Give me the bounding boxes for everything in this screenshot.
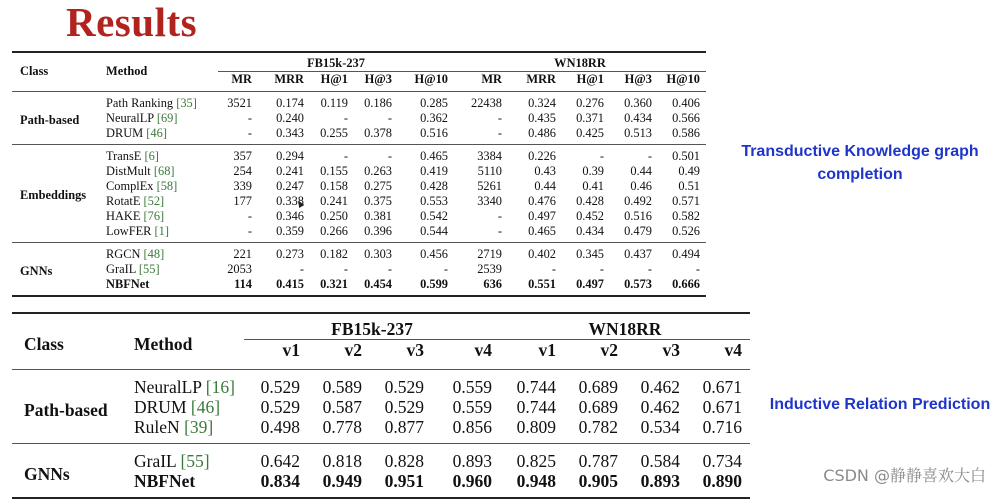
method-cell [100,209,218,224]
metric-header: v4 [724,340,742,360]
value-cell: 0.589 [308,370,370,398]
method-name: NBFNet [134,471,196,491]
value-cell: 0.689 [564,370,626,398]
metric-header: H@1 [320,72,348,86]
value-cell: 0.734 [688,444,750,472]
value-cell: 0.551 [508,277,562,296]
table-row [12,262,706,277]
citation-ref: [52] [143,194,165,208]
method-name: NeuralLP [134,377,202,397]
value-cell: 0.324 [508,92,562,112]
table-row [12,194,706,209]
value-cell: 0.396 [364,224,392,238]
value-cell: - [310,145,354,165]
method-cell [100,262,218,277]
method-name: GraIL [134,451,177,471]
method-cell [100,277,218,296]
value-cell: - [247,111,252,125]
value-cell: 0.360 [610,92,658,112]
metric-header: v1 [538,340,556,360]
value-cell: 0.529 [260,397,300,417]
metric-header: H@10 [666,72,700,86]
value-cell: 0.949 [308,471,370,498]
value-cell: - [343,262,348,276]
value-cell: 0.689 [578,397,618,417]
group-header-wn18rr: WN18RR [454,52,706,72]
method-name: NeuralLP [106,111,154,125]
value-cell: 0.497 [528,209,556,223]
value-cell: 0.250 [320,209,348,223]
citation-ref: [6] [144,149,159,163]
citation-ref: [35] [176,96,197,110]
value-cell: 5110 [477,164,502,178]
table-row [12,224,706,243]
value-cell: 0.428 [576,194,604,208]
citation-ref: [68] [153,164,175,178]
value-cell: 0.818 [308,444,370,472]
value-cell: 0.582 [672,209,700,223]
method-name: TransE [106,149,142,163]
watermark: CSDN @静静喜欢大白 [823,466,986,485]
metric-header: MRR [526,72,556,86]
citation-ref: [69] [156,111,178,125]
table-row [12,370,750,398]
value-cell: - [354,145,398,165]
method-name: ComplEx [106,179,154,193]
value-cell: 0.119 [310,92,354,112]
value-cell: 0.456 [398,243,454,263]
value-cell: 0.778 [322,417,362,437]
value-cell: 0.266 [320,224,348,238]
value-cell: 0.834 [244,471,308,498]
value-cell: 0.378 [364,126,392,140]
value-cell: 0.542 [420,209,448,223]
citation-ref: [48] [143,247,165,261]
table-row [12,243,706,263]
value-cell: - [497,111,502,125]
value-cell: 0.452 [576,209,604,223]
value-cell: 0.586 [672,126,700,140]
metric-header: MR [231,72,252,86]
value-cell: 0.41 [582,179,604,193]
class-cell: GNNs [12,444,128,499]
value-cell: 22438 [454,92,508,112]
metric-header: v1 [282,340,300,360]
value-cell: 114 [218,277,258,296]
group-header-fb15k: FB15k-237 [218,52,454,72]
value-cell: 0.516 [624,209,652,223]
value-cell: - [695,262,700,276]
value-cell: 0.381 [364,209,392,223]
value-cell: 2719 [454,243,508,263]
citation-ref: [58] [156,179,178,193]
value-cell: 0.465 [528,224,556,238]
value-cell: 0.44 [630,164,652,178]
value-cell: 0.44 [534,179,556,193]
value-cell: 0.437 [610,243,658,263]
value-cell: 0.809 [516,417,556,437]
value-cell: 2053 [227,262,252,276]
metric-header: v2 [344,340,362,360]
value-cell: 339 [233,179,252,193]
metric-header: H@3 [364,72,392,86]
method-cell [128,444,244,472]
value-cell: 0.465 [398,145,454,165]
value-cell: 0.666 [658,277,706,296]
metric-header: v3 [406,340,424,360]
method-cell [100,111,218,126]
slide-title: Results [66,0,198,45]
value-cell: 0.186 [354,92,398,112]
citation-ref: [46] [190,397,221,417]
value-cell: 3521 [218,92,258,112]
value-cell: 0.174 [258,92,310,112]
value-cell: 2539 [477,262,502,276]
value-cell: 0.375 [364,194,392,208]
value-cell: 0.479 [624,224,652,238]
value-cell: 0.241 [276,164,304,178]
value-cell: 0.419 [420,164,448,178]
value-cell: - [647,262,652,276]
value-cell: 0.241 [320,194,348,208]
group-header-row [12,52,706,72]
metric-header: H@3 [624,72,652,86]
value-cell: 0.428 [420,179,448,193]
value-cell: - [299,262,304,276]
value-cell: 0.571 [672,194,700,208]
value-cell: 0.462 [626,370,688,398]
value-cell: 0.362 [420,111,448,125]
class-header: Class [12,313,128,370]
value-cell: 0.828 [370,444,432,472]
method-cell [100,126,218,145]
value-cell: - [247,224,252,238]
value-cell: 0.226 [508,145,562,165]
value-cell: 0.534 [640,417,680,437]
table-row [12,126,706,145]
method-header: Method [100,52,218,92]
value-cell: 0.494 [658,243,706,263]
value-cell: - [551,262,556,276]
method-cell [100,145,218,165]
group-header-fb15k: FB15k-237 [244,313,500,340]
citation-ref: [76] [143,209,165,223]
value-cell: 0.559 [432,370,500,398]
value-cell: - [562,145,610,165]
value-cell: 0.492 [624,194,652,208]
citation-ref: [39] [184,417,214,437]
citation-ref: [55] [138,262,160,276]
value-cell: 0.276 [562,92,610,112]
group-header-row [12,313,750,340]
value-cell: 3384 [454,145,508,165]
value-cell: 0.787 [564,444,626,472]
method-name: GraIL [106,262,136,276]
value-cell: 0.462 [640,397,680,417]
method-name: DRUM [106,126,144,140]
method-cell [128,370,244,398]
value-cell: 0.529 [370,370,432,398]
class-cell: Embeddings [12,145,100,243]
metric-header: H@1 [576,72,604,86]
value-cell: 0.893 [432,444,500,472]
value-cell: 0.402 [508,243,562,263]
value-cell: - [387,262,392,276]
value-cell: 0.573 [610,277,658,296]
metric-header: H@10 [414,72,448,86]
value-cell: 0.526 [672,224,700,238]
citation-ref: [16] [205,377,235,397]
citation-ref: [55] [180,451,210,471]
value-cell: 0.359 [276,224,304,238]
method-header: Method [128,313,244,370]
value-cell: 254 [233,164,252,178]
value-cell: 636 [454,277,508,296]
value-cell: 0.513 [624,126,652,140]
inductive-label: Inductive Relation Prediction [769,396,991,413]
value-cell: 0.371 [576,111,604,125]
method-name: RuleN [134,417,180,437]
metric-header: MR [481,72,502,86]
value-cell: 0.155 [320,164,348,178]
method-cell [100,164,218,179]
value-cell: 0.46 [630,179,652,193]
table-row [12,209,706,224]
value-cell: 0.497 [562,277,610,296]
value-cell: 0.343 [276,126,304,140]
value-cell: 0.49 [678,164,700,178]
method-name: DRUM [134,397,187,417]
value-cell: - [387,111,392,125]
method-name: LowFER [106,224,152,238]
value-cell: 0.303 [354,243,398,263]
value-cell: 0.406 [658,92,706,112]
value-cell: 0.559 [452,397,492,417]
value-cell: 0.454 [354,277,398,296]
value-cell: 0.782 [578,417,618,437]
method-cell [100,243,218,263]
value-cell: 0.285 [398,92,454,112]
value-cell: 0.415 [258,277,310,296]
table-row [12,277,706,296]
method-cell [128,417,244,444]
method-cell [100,179,218,194]
value-cell: 3340 [477,194,502,208]
citation-ref: [46] [146,126,167,140]
method-name: DistMult [106,164,151,178]
class-cell: Path-based [12,370,128,444]
table-row [12,444,750,472]
value-cell: 0.240 [276,111,304,125]
value-cell: 0.501 [658,145,706,165]
method-name: NBFNet [106,277,150,291]
value-cell: 0.247 [276,179,304,193]
method-name: HAKE [106,209,141,223]
value-cell: 0.544 [420,224,448,238]
method-name: RGCN [106,247,141,261]
value-cell: 0.516 [420,126,448,140]
value-cell: 0.951 [370,471,432,498]
value-cell: - [599,262,604,276]
value-cell: 0.671 [702,397,742,417]
table-row [12,111,706,126]
method-cell [128,397,244,417]
class-header: Class [12,52,100,92]
value-cell: 0.553 [420,194,448,208]
value-cell: 0.890 [688,471,750,498]
metric-header: v3 [662,340,680,360]
value-cell: 0.529 [384,397,424,417]
table-row [12,145,706,165]
metric-header: v4 [474,340,492,360]
value-cell: 0.321 [310,277,354,296]
table-row [12,164,706,179]
value-cell: - [343,111,348,125]
value-cell: 0.476 [528,194,556,208]
value-cell: 0.425 [576,126,604,140]
value-cell: 0.529 [244,370,308,398]
class-cell: GNNs [12,243,100,297]
value-cell: 0.587 [322,397,362,417]
value-cell: 0.744 [516,397,556,417]
value-cell: 0.346 [276,209,304,223]
value-cell: 0.498 [260,417,300,437]
value-cell: 0.642 [244,444,308,472]
value-cell: - [443,262,448,276]
table-row [12,179,706,194]
value-cell: 0.566 [672,111,700,125]
value-cell: 0.345 [562,243,610,263]
value-cell: 0.39 [582,164,604,178]
value-cell: 5261 [477,179,502,193]
inductive-results-table [12,312,750,499]
value-cell: - [247,126,252,140]
value-cell: 0.51 [678,179,700,193]
method-cell [100,194,218,209]
metric-header: v2 [600,340,618,360]
value-cell: 0.877 [384,417,424,437]
value-cell: 177 [233,194,252,208]
value-cell: 0.599 [398,277,454,296]
class-cell: Path-based [12,92,100,145]
value-cell: 0.825 [500,444,564,472]
value-cell: 357 [218,145,258,165]
transductive-label: Transductive Knowledge graph completion [741,143,979,183]
value-cell: 0.273 [258,243,310,263]
value-cell: - [497,209,502,223]
method-name: RotatE [106,194,141,208]
value-cell: 0.434 [576,224,604,238]
transductive-results-table [12,51,706,297]
value-cell: 0.338 [276,194,304,208]
value-cell: 0.486 [528,126,556,140]
value-cell: 0.158 [320,179,348,193]
value-cell: 0.434 [624,111,652,125]
value-cell: 0.671 [688,370,750,398]
value-cell: 0.255 [320,126,348,140]
value-cell: 0.43 [534,164,556,178]
value-cell: 0.856 [452,417,492,437]
method-name: Path Ranking [106,96,174,110]
value-cell: 0.905 [564,471,626,498]
metric-header: MRR [274,72,304,86]
group-header-wn18rr: WN18RR [500,313,750,340]
value-cell: 221 [218,243,258,263]
value-cell: 0.960 [432,471,500,498]
value-cell: 0.263 [364,164,392,178]
value-cell: 0.948 [500,471,564,498]
value-cell: 0.744 [500,370,564,398]
value-cell: 0.182 [310,243,354,263]
value-cell: 0.294 [258,145,310,165]
value-cell: 0.716 [702,417,742,437]
value-cell: 0.435 [528,111,556,125]
citation-ref: [1] [154,224,169,238]
value-cell: - [247,209,252,223]
value-cell: 0.275 [364,179,392,193]
method-cell [100,92,218,112]
value-cell: 0.893 [626,471,688,498]
method-cell [100,224,218,243]
table-row [12,92,706,112]
value-cell: 0.584 [626,444,688,472]
value-cell: - [497,224,502,238]
value-cell: - [610,145,658,165]
value-cell: - [497,126,502,140]
